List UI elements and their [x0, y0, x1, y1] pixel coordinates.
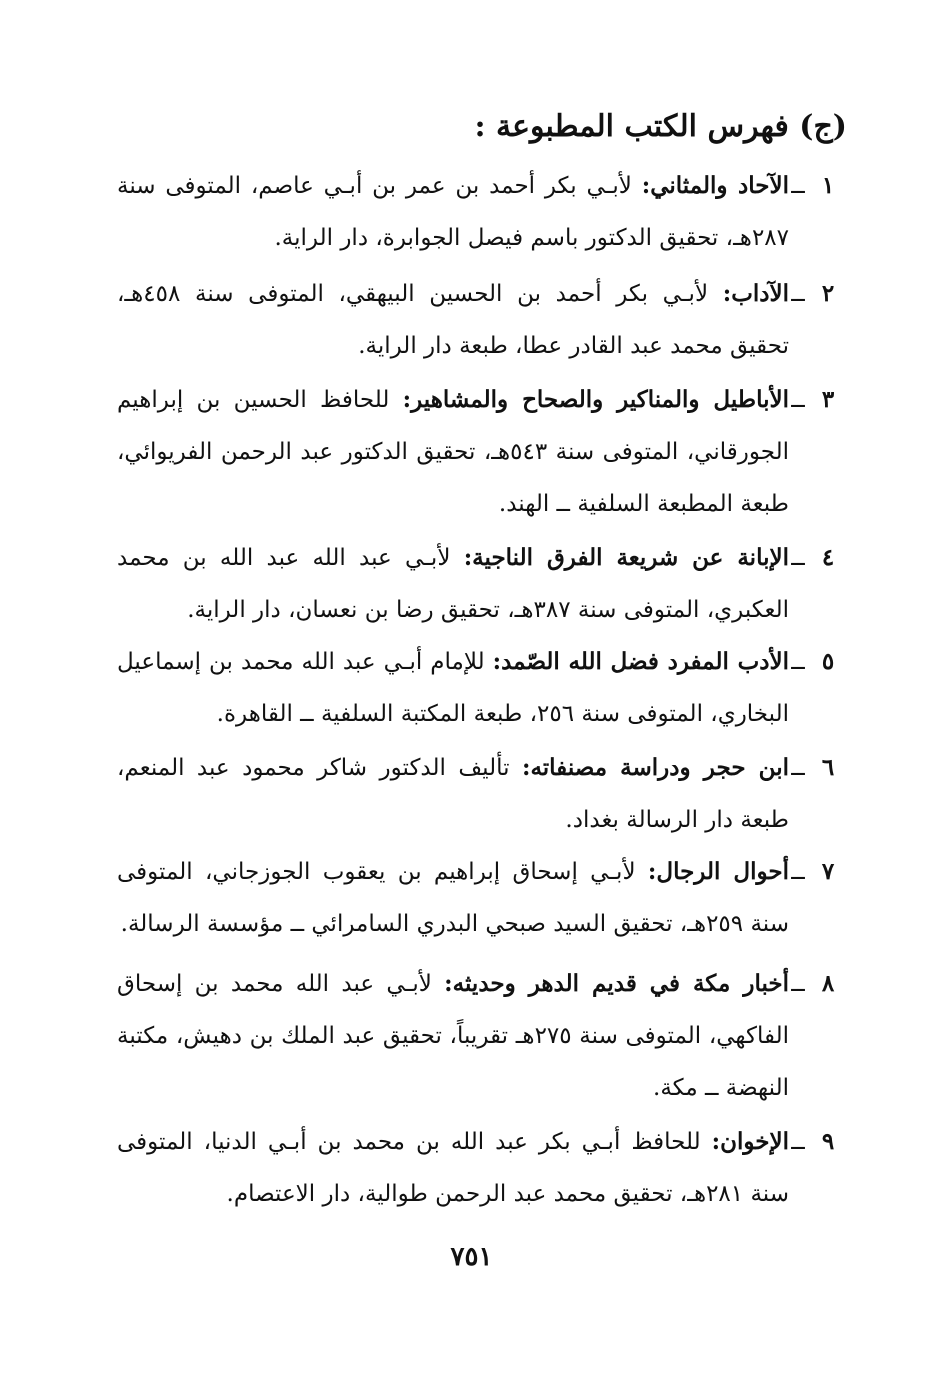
entry-text: [117, 1116, 789, 1220]
list-item: [117, 846, 847, 950]
entry-title: الأباطيل والمناكير والصحاح والمشاهير:: [402, 386, 789, 413]
entry-number: ١: [821, 172, 835, 199]
entry-dash: ــ: [791, 971, 805, 997]
entry-title: أخبار مكة في قديم الدهر وحديثه:: [444, 970, 790, 997]
entry-body: لأبـي بكر أحمد بن عمر بن أبـي عاصم، المتوفى سنة ٢٨٧هـ، تحقيق الدكتور باسم فيصل الجوابرة، دار الراية.: [117, 173, 789, 251]
list-item: [117, 1116, 847, 1220]
entry-body: للحافظ الحسين بن إبراهيم الجورقاني، المتوفى سنة ٥٤٣هـ، تحقيق الدكتور عبد الرحمن الفريوائي، طبعة المطبعة السلفية ــ الهند.: [117, 387, 789, 517]
entry-number: ٧: [821, 858, 835, 885]
entry-text: [117, 636, 789, 740]
list-item: [117, 160, 847, 264]
entry-number: ٩: [821, 1128, 835, 1155]
entry-body: للإمام أبـي عبد الله محمد بن إسماعيل البخاري، المتوفى سنة ٢٥٦، طبعة المكتبة السلفية ــ القاهرة.: [117, 649, 789, 727]
entry-dash: ــ: [791, 755, 805, 781]
entry-title: ابن حجر ودراسة مصنفاته:: [521, 754, 789, 781]
entry-number: ٤: [821, 544, 835, 571]
entry-dash: ــ: [791, 281, 805, 307]
entry-dash: ــ: [791, 859, 805, 885]
entry-body: للحافظ أبـي بكر عبد الله بن محمد بن أبـي الدنيا، المتوفى سنة ٢٨١هـ، تحقيق محمد عبد الرحمن طوالية، دار الاعتصام.: [117, 1129, 789, 1207]
entry-text: [117, 532, 789, 636]
page-number: ٧٥١: [450, 1242, 493, 1272]
entry-text: [117, 160, 789, 264]
entry-body: تأليف الدكتور شاكر محمود عبد المنعم، طبعة دار الرسالة بغداد.: [117, 755, 789, 833]
entry-body: لأبـي عبد الله عبد الله بن محمد العكبري، المتوفى سنة ٣٨٧هـ، تحقيق رضا بن نعسان، دار الراية.: [117, 545, 789, 623]
entry-title: الأدب المفرد فضل الله الصّمد:: [492, 648, 789, 675]
list-item: [117, 958, 847, 1114]
entry-body: لأبـي إسحاق إبراهيم بن يعقوب الجوزجاني، المتوفى سنة ٢٥٩هـ، تحقيق السيد صبحي البدري السامرائي ــ مؤسسة الرسالة.: [117, 859, 789, 937]
entry-dash: ــ: [791, 1129, 805, 1155]
entry-number: ٥: [821, 648, 835, 675]
entry-body: لأبـي بكر أحمد بن الحسين البيهقي، المتوفى سنة ٤٥٨هـ، تحقيق محمد عبد القادر عطا، طبعة دار الراية.: [117, 281, 789, 359]
entry-dash: ــ: [791, 173, 805, 199]
list-item: [117, 636, 847, 740]
section-heading: (ج) فهرس الكتب المطبوعة :: [474, 109, 847, 144]
entry-title: أحوال الرجال:: [647, 858, 789, 885]
entry-number: ٣: [821, 386, 835, 413]
entry-body: لأبـي عبد الله محمد بن إسحاق الفاكهي، المتوفى سنة ٢٧٥هـ تقريباً، تحقيق عبد الملك بن دهيش، مكتبة النهضة ــ مكة.: [117, 971, 790, 1101]
list-item: [117, 374, 847, 530]
list-item: [117, 532, 847, 636]
entry-text: [117, 374, 789, 530]
entry-text: [117, 742, 789, 846]
entry-dash: ــ: [791, 649, 805, 675]
entry-text: [117, 846, 789, 950]
entry-number: ٢: [821, 280, 835, 307]
entry-title: الإخوان:: [711, 1128, 789, 1155]
list-item: [117, 268, 847, 372]
entry-title: الآداب:: [722, 280, 789, 307]
entry-text: [117, 958, 789, 1114]
list-item: [117, 742, 847, 846]
entry-number: ٨: [821, 970, 835, 997]
entry-text: [117, 268, 789, 372]
entry-number: ٦: [821, 754, 835, 781]
entry-title: الآحاد والمثاني:: [641, 172, 789, 199]
entry-title: الإبانة عن شريعة الفرق الناجية:: [463, 544, 789, 571]
entry-dash: ــ: [791, 545, 805, 571]
entry-dash: ــ: [791, 387, 805, 413]
